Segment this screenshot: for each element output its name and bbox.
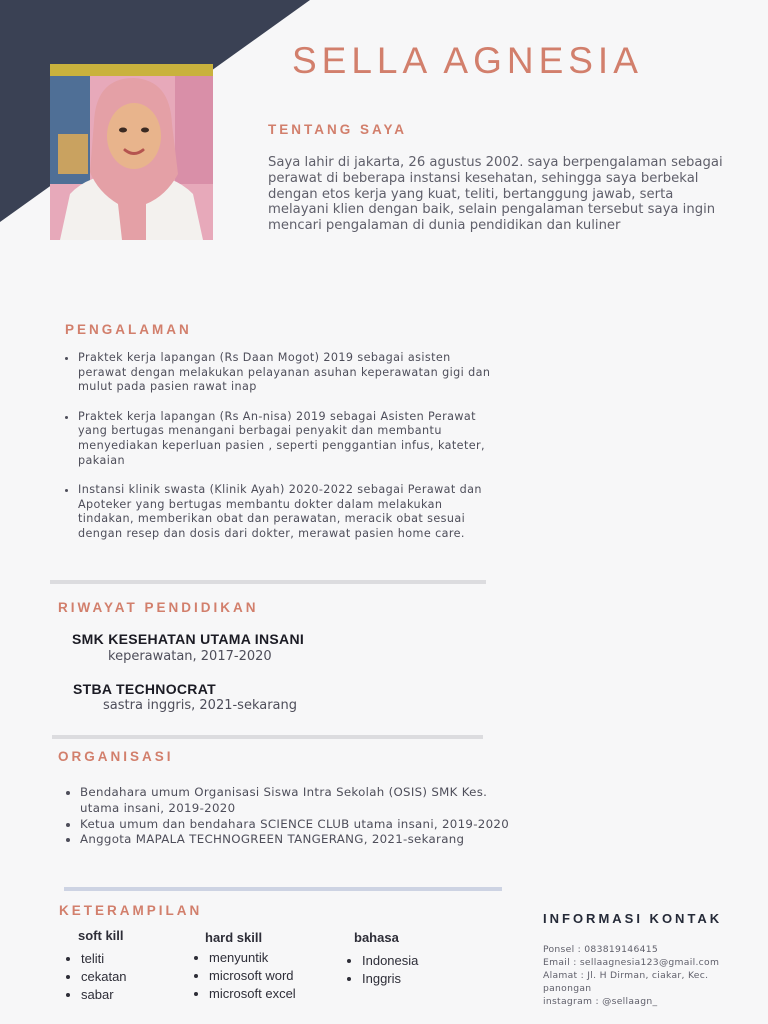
skill-group-heading: soft kill <box>78 928 124 943</box>
education-title: RIWAYAT PENDIDIKAN <box>58 600 259 615</box>
education-school: STBA TECHNOCRAT <box>73 681 216 697</box>
skill-group-heading: hard skill <box>205 930 263 945</box>
skill-item: • Inggris <box>362 970 418 988</box>
organization-item: • Anggota MAPALA TECHNOGREEN TANGERANG, 2021-sekarang <box>80 832 530 848</box>
contact-instagram: instagram : @sellaagn_ <box>543 996 658 1007</box>
about-title: TENTANG SAYA <box>268 122 408 137</box>
experience-list <box>60 351 498 557</box>
skill-list <box>344 952 418 988</box>
contact-phone: Ponsel : 083819146415 <box>543 944 659 955</box>
profile-photo <box>50 64 213 240</box>
education-detail: keperawatan, 2017-2020 <box>108 649 272 664</box>
contact-address: Alamat : Jl. H Dirman, ciakar, Kec. panongan <box>543 970 709 994</box>
skill-group-heading: bahasa <box>354 930 399 945</box>
experience-item: • Instansi klinik swasta (Klinik Ayah) 2020-2022 sebagai Perawat dan Apoteker yang bertugas membantu dokter dalam melakukan tindakan, memberikan obat dan perawatan, meracik obat sesuai dengan resep dan dosis dari dokter, merawat pasien home care. <box>78 483 498 541</box>
organization-item: • Ketua umum dan bendahara SCIENCE CLUB utama insani, 2019-2020 <box>80 817 530 833</box>
section-divider <box>50 580 486 584</box>
education-school: SMK KESEHATAN UTAMA INSANI <box>72 631 305 647</box>
skill-list <box>63 950 127 1004</box>
skill-item: • teliti <box>81 950 127 968</box>
organization-list <box>62 785 530 848</box>
person-name: SELLA AGNESIA <box>292 40 643 81</box>
skill-item: • cekatan <box>81 968 127 986</box>
skill-item: • Indonesia <box>362 952 418 970</box>
section-divider <box>64 887 502 891</box>
contact-title: INFORMASI KONTAK <box>543 911 723 926</box>
organization-item: • Bendahara umum Organisasi Siswa Intra Sekolah (OSIS) SMK Kes. utama insani, 2019-2020 <box>80 785 530 817</box>
experience-title: PENGALAMAN <box>65 322 192 337</box>
skill-item: • menyuntik <box>209 949 296 967</box>
skill-list <box>191 949 296 1003</box>
organization-title: ORGANISASI <box>58 749 174 764</box>
experience-item: • Praktek kerja lapangan (Rs An-nisa) 2019 sebagai Asisten Perawat yang bertugas menangani berbagai penyakit dan membantu menyediakan keperluan pasien , seperti penggantian infus, kateter, pakaian <box>78 410 498 468</box>
skill-item: • microsoft word <box>209 967 296 985</box>
skills-title: KETERAMPILAN <box>59 903 203 918</box>
skill-item: • sabar <box>81 986 127 1004</box>
contact-email: Email : sellaagnesia123@gmail.com <box>543 957 720 968</box>
section-divider <box>52 735 483 739</box>
experience-item: • Praktek kerja lapangan (Rs Daan Mogot) 2019 sebagai asisten perawat dengan melakukan pelayanan asuhan keperawatan gigi dan mulut pada pasien rawat inap <box>78 351 498 395</box>
education-detail: sastra inggris, 2021-sekarang <box>103 698 298 713</box>
about-text: Saya lahir di jakarta, 26 agustus 2002. saya berpengalaman sebagai perawat di beberapa instansi kesehatan, sehingga saya berbekal dengan etos kerja yang kuat, teliti, bertanggung jawab, serta melayani klien dengan baik, selain pengalaman tersebut saya ingin mencari pengalaman di dunia pendidikan dan kuliner <box>268 155 723 234</box>
skill-item: • microsoft excel <box>209 985 296 1003</box>
